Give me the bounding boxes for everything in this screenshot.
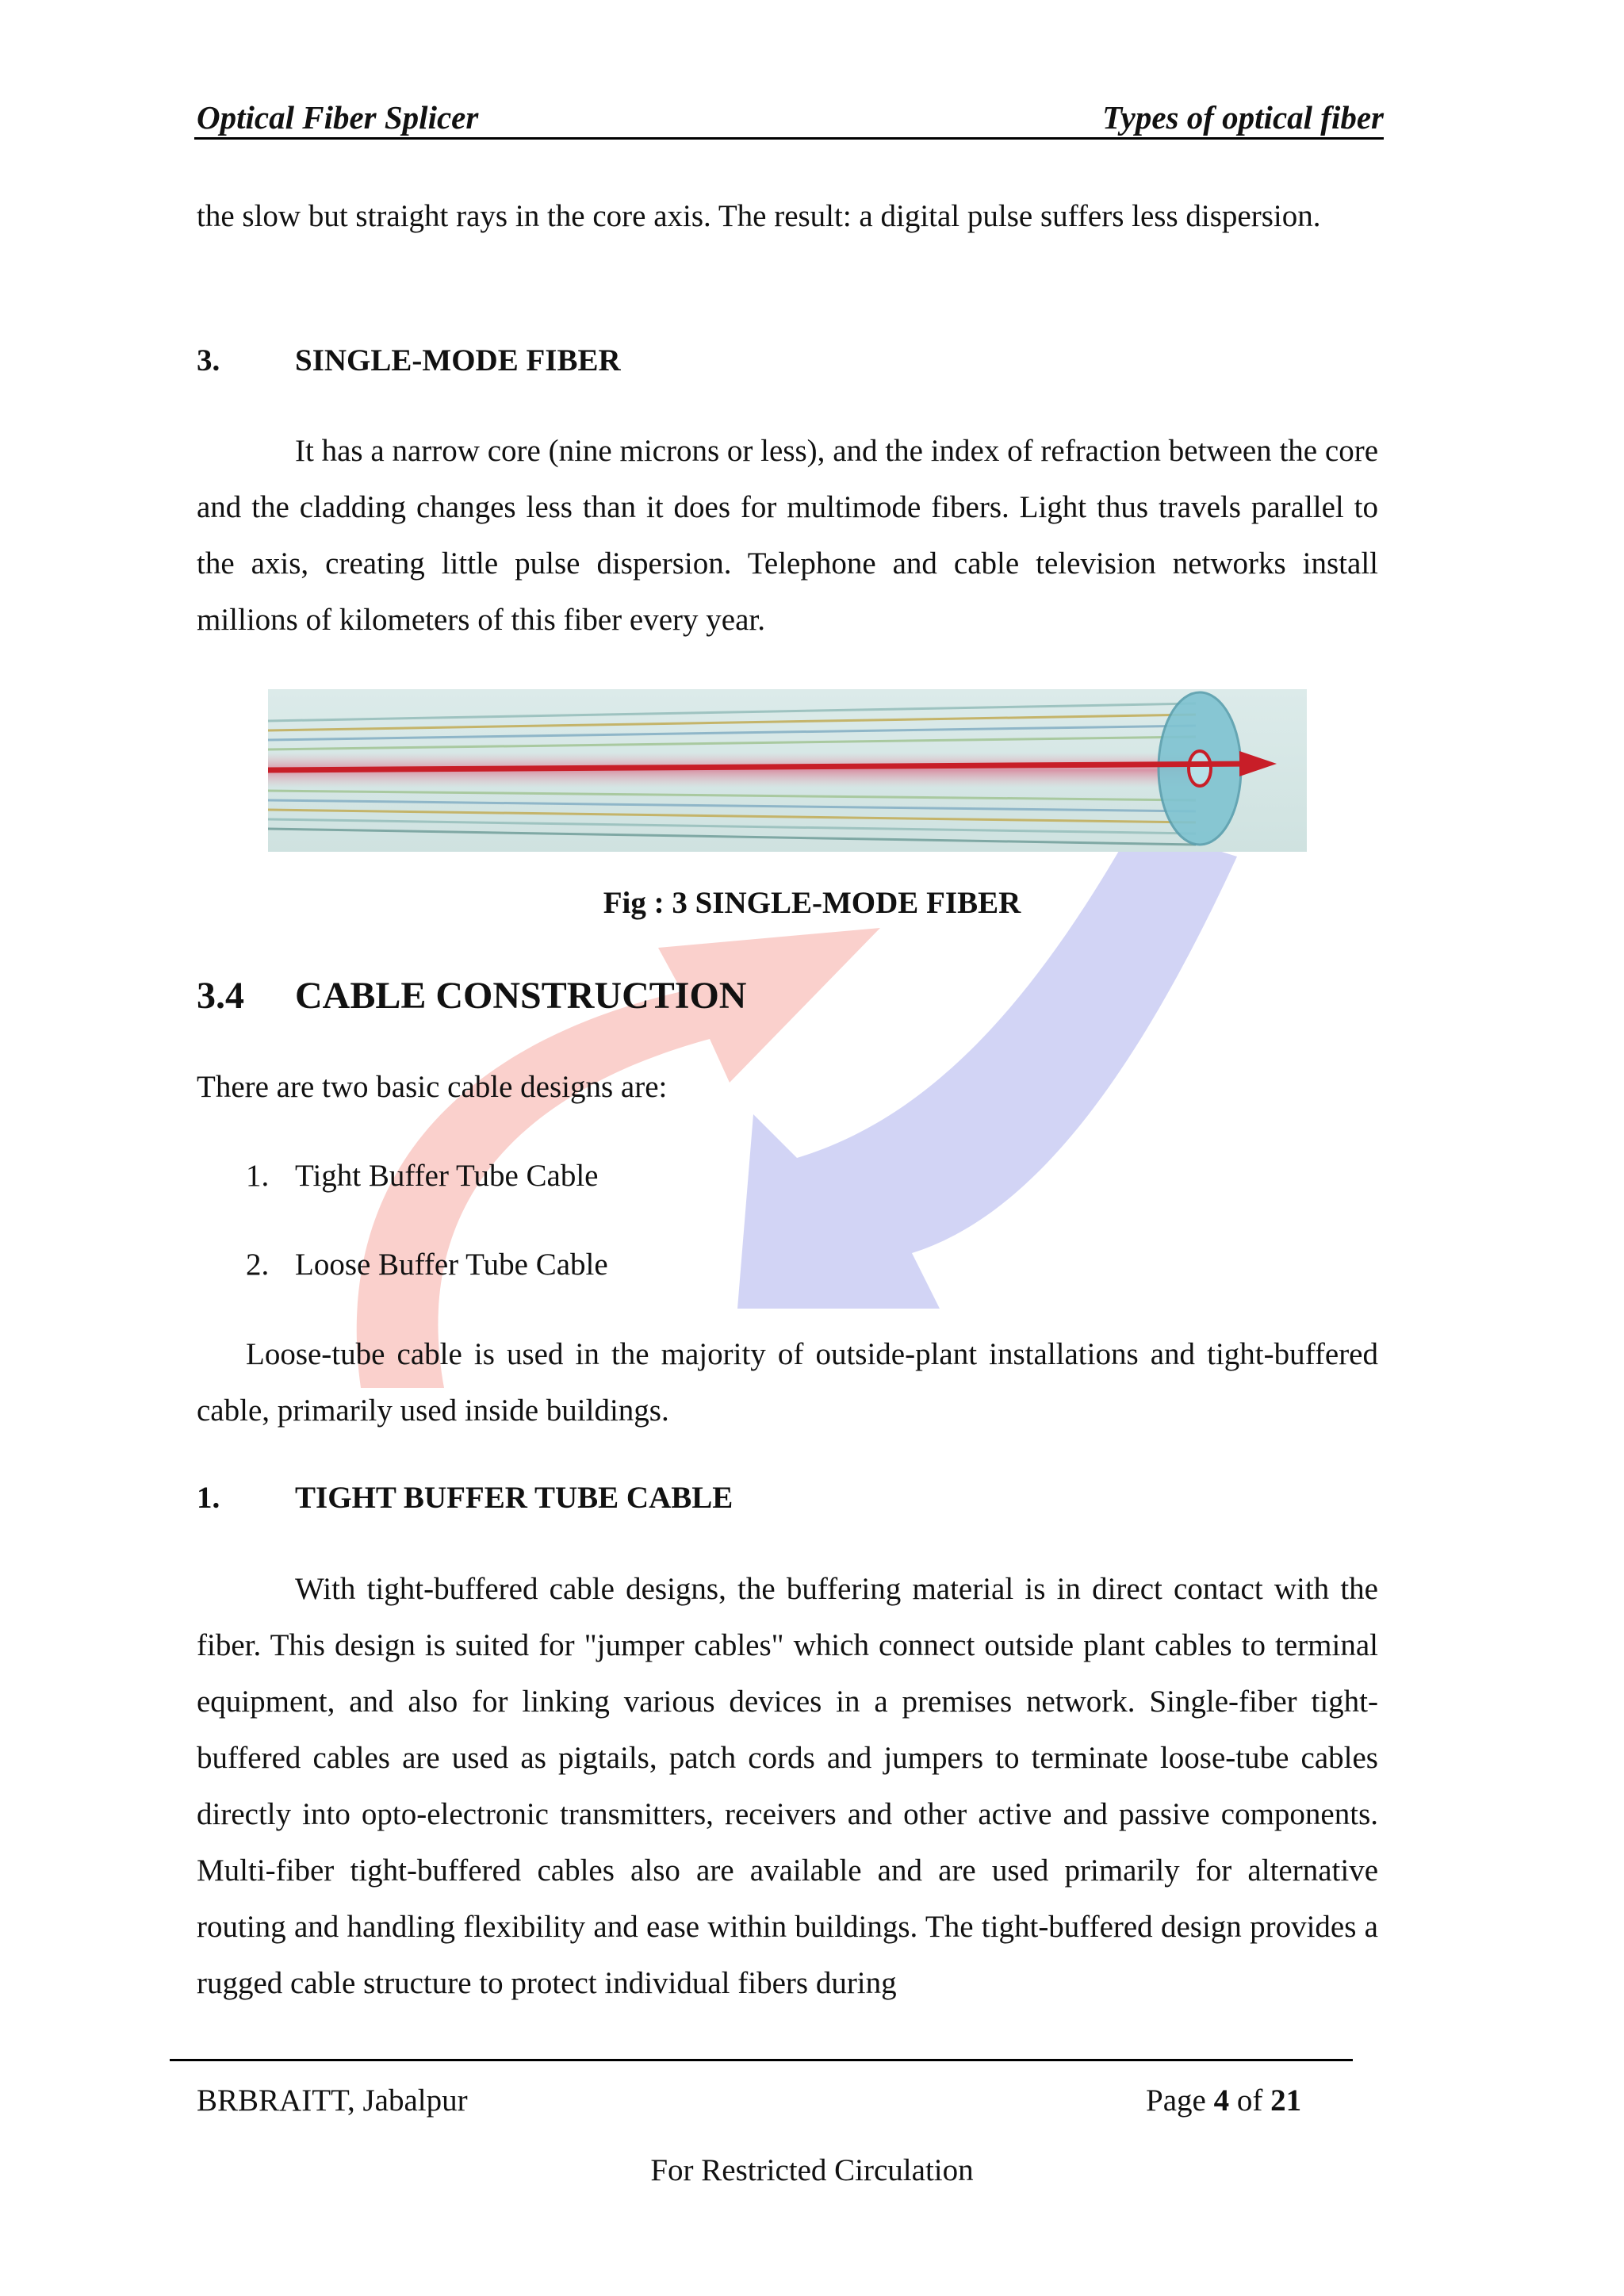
list-item (246, 1247, 608, 1282)
summary-paragraph: Loose-tube cable is used in the majority of outside-plant installations and tight-buffered cable, primarily used inside buildings. (197, 1337, 1378, 1428)
heading-number: 3. (197, 343, 220, 378)
list-item-number: 1. (246, 1159, 270, 1193)
list-item-number: 2. (246, 1248, 270, 1282)
single-mode-heading (197, 343, 621, 378)
page-current: 4 (1213, 2083, 1230, 2118)
footer-organization: BRBRAITT, Jabalpur (197, 2083, 468, 2118)
continuation-paragraph: the slow but straight rays in the core axis. The result: a digital pulse suffers less dispersion. (197, 199, 1321, 233)
header-divider (194, 137, 1384, 140)
section-number: 3.4 (197, 975, 244, 1017)
page-number (1146, 2083, 1301, 2118)
heading-number: 1. (197, 1481, 220, 1515)
tight-buffer-heading (197, 1480, 733, 1516)
single-mode-paragraph: It has a narrow core (nine microns or less), and the index of refraction between the core and the cladding changes less than it does for multimode fibers. Light thus travels parallel to the axis, creating little pulse dispersion. Telephone and cable television networks install millions of kilometers of this fiber every year. (197, 434, 1378, 637)
section-intro: There are two basic cable designs are: (197, 1070, 668, 1104)
circulation-note: For Restricted Circulation (650, 2153, 974, 2187)
list-item (246, 1158, 598, 1194)
single-mode-fiber-figure (268, 689, 1307, 852)
section-title: CABLE CONSTRUCTION (295, 975, 747, 1017)
page-total: 21 (1270, 2083, 1302, 2118)
header-document-title: Optical Fiber Splicer (197, 99, 479, 136)
tight-buffer-paragraph: With tight-buffered cable designs, the buffering material is in direct contact with the fiber. This design is suited for "jumper cables" which connect outside plant cables to terminal equipment, and also for linking various devices in a premises network. Single-fiber tight-buffered cables are used as pigtails, patch cords and jumpers to terminate loose-tube cables directly into opto-electronic transmitters, receivers and other active and passive components. Multi-fiber tight-buffered cables also are available and are used primarily for alternative routing and handling flexibility and ease within buildings. The tight-buffered design provides a rugged cable structure to protect individual fibers during (197, 1572, 1378, 2000)
list-item-label: Loose Buffer Tube Cable (295, 1248, 608, 1282)
page-of: of (1236, 2083, 1263, 2118)
section-heading (197, 974, 746, 1018)
header-chapter-title: Types of optical fiber (1102, 99, 1384, 136)
list-item-label: Tight Buffer Tube Cable (295, 1159, 599, 1193)
page-label: Page (1146, 2083, 1206, 2118)
heading-title: SINGLE-MODE FIBER (295, 343, 621, 378)
footer-divider (170, 2059, 1353, 2061)
figure-caption: Fig : 3 SINGLE-MODE FIBER (603, 886, 1021, 920)
heading-title: TIGHT BUFFER TUBE CABLE (295, 1481, 733, 1515)
